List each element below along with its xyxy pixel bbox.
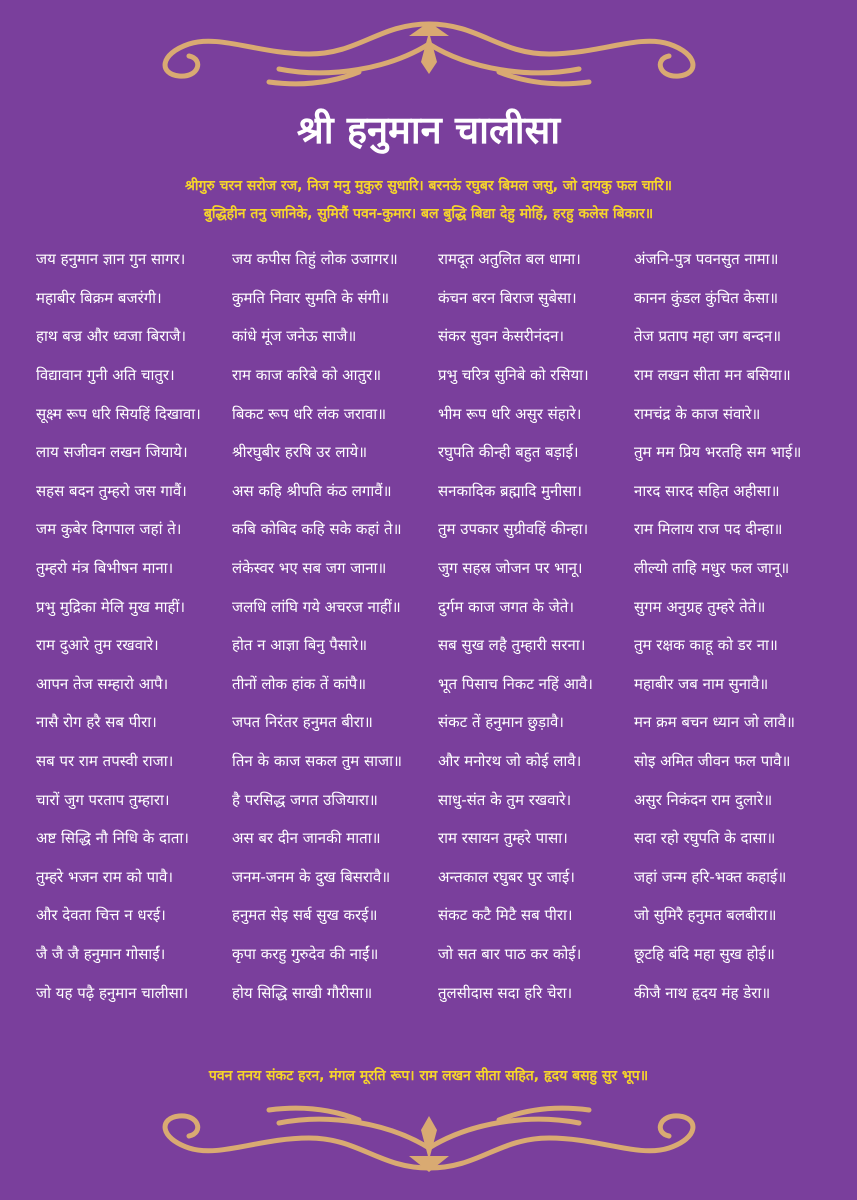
chaupai-row [36,742,836,781]
chaupai-row [36,973,836,1012]
chaupai-line: चारों जुग परताप तुम्हारा। [36,790,170,809]
chaupai-grid [36,240,836,1012]
chaupai-line: महाबीर बिक्रम बजरंगी। [36,288,162,307]
chaupai-line: अंजनि-पुत्र पवनसुत नामा॥ [634,250,779,269]
chaupai-line: प्रभु चरित्र सुनिबे को रसिया। [438,366,589,385]
chaupai-row [36,819,836,858]
chaupai-line: बिकट रूप धरि लंक जरावा॥ [232,404,387,423]
chaupai-line: कानन कुंडल कुंचित केसा॥ [634,288,779,307]
chaupai-line: श्रीरघुबीर हरषि उर लाये॥ [232,443,368,462]
chaupai-line: जय हनुमान ज्ञान गुन सागर। [36,250,186,269]
chaupai-row [36,665,836,704]
chaupai-line: अस बर दीन जानकी माता॥ [232,829,381,848]
chaupai-line: दुर्गम काज जगत के जेते। [438,597,574,616]
chaupai-row [36,780,836,819]
chaupai-line: जय कपीस तिहुं लोक उजागर॥ [232,250,398,269]
chaupai-line: राम दुआरे तुम रखवारे। [36,636,159,655]
chaupai-line: होय सिद्धि साखी गौरीसा॥ [232,983,373,1002]
chaupai-line: हनुमत सेइ सर्ब सुख करई॥ [232,906,378,925]
chaupai-line: राम काज करिबे को आतुर॥ [232,366,382,385]
chaupai-line: प्रभु मुद्रिका मेलि मुख माहीं। [36,597,186,616]
chaupai-line: आपन तेज सम्हारो आपै। [36,674,169,693]
chaupai-row [36,510,836,549]
chaupai-line: असुर निकंदन राम दुलारे॥ [634,790,773,809]
chaupai-line: तुम रक्षक काहू को डर ना॥ [634,636,778,655]
chaupai-line: जो सुमिरै हनुमत बलबीरा॥ [634,906,777,925]
chaupai-line: तुम्हरो मंत्र बिभीषन माना। [36,559,174,578]
chaupai-row [36,935,836,974]
chaupai-line: भूत पिसाच निकट नहिं आवै। [438,674,593,693]
chaupai-line: लंकेस्वर भए सब जग जाना॥ [232,559,387,578]
chaupai-line: विद्यावान गुनी अति चातुर। [36,366,175,385]
chaupai-line: कुमति निवार सुमति के संगी॥ [232,288,390,307]
chaupai-row [36,587,836,626]
chaupai-line: तुलसीदास सदा हरि चेरा। [438,983,573,1002]
chaupai-line: लाय सजीवन लखन जियाये। [36,443,188,462]
chaupai-line: महाबीर जब नाम सुनावै॥ [634,674,769,693]
chaupai-row [36,472,836,511]
chaupai-line: नासै रोग हरै सब पीरा। [36,713,157,732]
chaupai-line: लील्यो ताहि मधुर फल जानू॥ [634,559,790,578]
chaupai-line: कांधे मूंज जनेऊ साजै॥ [232,327,357,346]
chaupai-line: तिन के काज सकल तुम साजा॥ [232,752,403,771]
chaupai-line: जहां जन्म हरि-भक्त कहाई॥ [634,867,787,886]
chaupai-row [36,317,836,356]
closing-doha: पवन तनय संकट हरन, मंगल मूरति रूप। राम लखन सीता सहित, हृदय बसहु सुर भूप॥ [208,1068,649,1084]
chaupai-line: सूक्ष्म रूप धरि सियहिं दिखावा। [36,404,201,423]
opening-doha-line-2: बुद्धिहीन तनु जानिके, सुमिरौं पवन-कुमार। बल बुद्धि बिद्या देहु मोहिं, हरहु कलेस बिकार॥ [203,206,654,222]
chaupai-line: तुम्हरे भजन राम को पावै। [36,867,174,886]
chaupai-line: तेज प्रताप महा जग बन्दन॥ [634,327,782,346]
chaupai-line: सनकादिक ब्रह्मादि मुनीसा। [438,481,582,500]
chaupai-line: कृपा करहु गुरुदेव की नाईं॥ [232,944,379,963]
chaupai-row [36,240,836,279]
chaupai-line: जनम-जनम के दुख बिसरावै॥ [232,867,391,886]
chaupai-line: राम मिलाय राज पद दीन्हा॥ [634,520,783,539]
chaupai-line: अस कहि श्रीपति कंठ लगावैं॥ [232,481,392,500]
chaupai-line: संकट तें हनुमान छुड़ावै। [438,713,564,732]
chaupai-line: जलधि लांघि गये अचरज नाहीं॥ [232,597,401,616]
chaupai-line: और देवता चित्त न धरई। [36,906,166,925]
chaupai-line: संकर सुवन केसरीनंदन। [438,327,565,346]
chaupai-line: सहस बदन तुम्हरो जस गावैं। [36,481,187,500]
top-ornament [0,14,857,94]
chaupai-line: अष्ट सिद्धि नौ निधि के दाता। [36,829,189,848]
bottom-ornament [0,1088,857,1178]
chaupai-row [36,858,836,897]
chaupai-line: कबि कोबिद कहि सके कहां ते॥ [232,520,402,539]
chaupai-row [36,896,836,935]
chaupai-row [36,433,836,472]
chaupai-row [36,394,836,433]
chaupai-line: तीनों लोक हांक तें कांपै॥ [232,674,367,693]
chaupai-line: जपत निरंतर हनुमत बीरा॥ [232,713,373,732]
chaupai-line: रघुपति कीन्ही बहुत बड़ाई। [438,443,579,462]
chaupai-line: राम लखन सीता मन बसिया॥ [634,366,791,385]
chaupai-line: संकट कटै मिटै सब पीरा। [438,906,573,925]
chaupai-line: सुगम अनुग्रह तुम्हरे तेते॥ [634,597,766,616]
chaupai-line: अन्तकाल रघुबर पुर जाई। [438,867,575,886]
chaupai-line: तुम मम प्रिय भरतहि सम भाई॥ [634,443,802,462]
chaupai-line: तुम उपकार सुग्रीवहिं कीन्हा। [438,520,589,539]
chaupai-line: सब पर राम तपस्वी राजा। [36,752,174,771]
chaupai-line: जुग सहस्र जोजन पर भानू। [438,559,583,578]
chaupai-row [36,549,836,588]
chaupai-line: सोइ अमित जीवन फल पावै॥ [634,752,791,771]
chaupai-row [36,356,836,395]
chaupai-row [36,626,836,665]
chaupai-line: मन क्रम बचन ध्यान जो लावै॥ [634,713,795,732]
chaupai-line: भीम रूप धरि असुर संहारे। [438,404,582,423]
chaupai-line: जै जै जै हनुमान गोसाईं। [36,944,166,963]
chaupai-line: कंचन बरन बिराज सुबेसा। [438,288,577,307]
chaupai-line: छूटहि बंदि महा सुख होई॥ [634,944,775,963]
chaupai-line: जो सत बार पाठ कर कोई। [438,944,582,963]
chaupai-line: सदा रहो रघुपति के दासा॥ [634,829,776,848]
chaupai-line: जो यह पढ़ै हनुमान चालीसा। [36,983,189,1002]
chaupai-line: हाथ बज्र और ध्वजा बिराजै। [36,327,187,346]
chaupai-line: और मनोरथ जो कोई लावै। [438,752,582,771]
chaupai-line: कीजै नाथ हृदय मंह डेरा॥ [634,983,771,1002]
chaupai-line: है परसिद्ध जगत उजियारा॥ [232,790,378,809]
chaupai-line: रामदूत अतुलित बल धामा। [438,250,581,269]
chaupai-line: सब सुख लहै तुम्हारी सरना। [438,636,586,655]
chaupai-line: साधु-संत के तुम रखवारे। [438,790,572,809]
page-title: श्री हनुमान चालीसा [296,108,561,152]
chaupai-line: जम कुबेर दिगपाल जहां ते। [36,520,182,539]
chaupai-row [36,279,836,318]
opening-doha-line-1: श्रीगुरु चरन सरोज रज, निज मनु मुकुरु सुधारि। बरनऊं रघुबर बिमल जसु, जो दायकु फल चारि॥ [184,178,673,194]
chaupai-line: नारद सारद सहित अहीसा॥ [634,481,780,500]
chaupai-line: होत न आज्ञा बिनु पैसारे॥ [232,636,368,655]
chaupai-line: रामचंद्र के काज संवारे॥ [634,404,761,423]
chaupai-row [36,703,836,742]
chaupai-line: राम रसायन तुम्हरे पासा। [438,829,568,848]
